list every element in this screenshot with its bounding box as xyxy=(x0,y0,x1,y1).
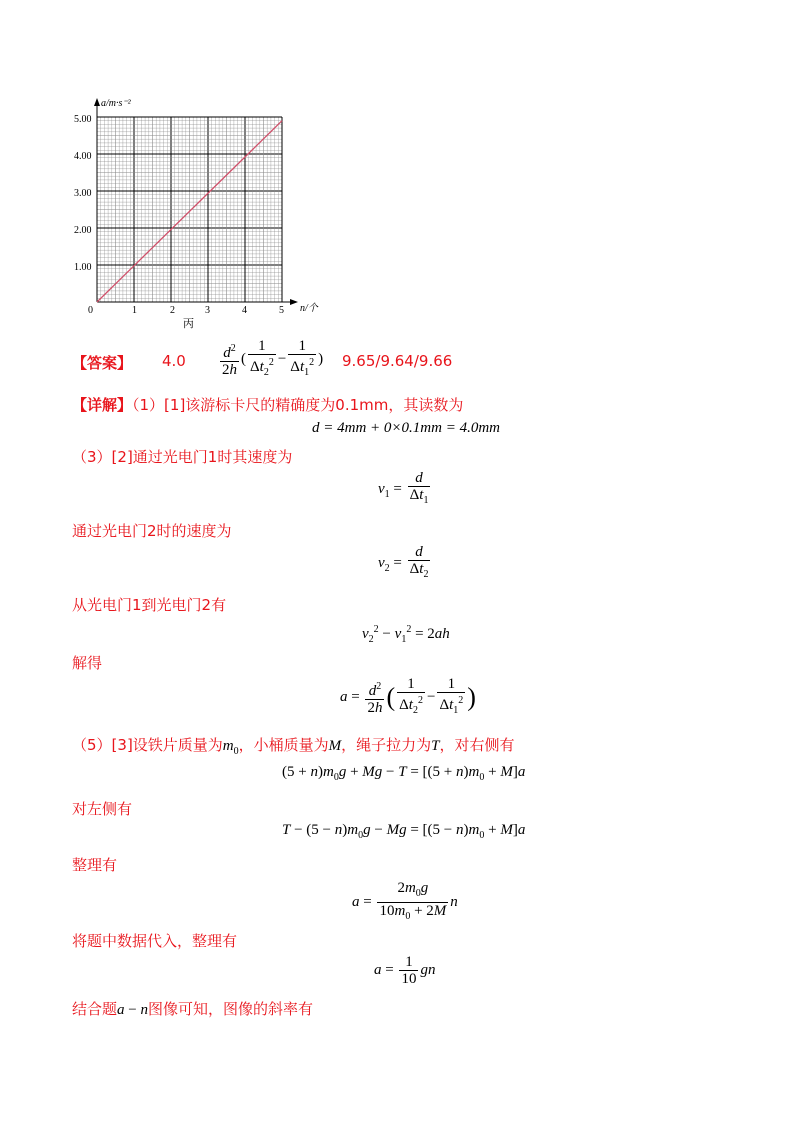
x-tick-label: 3 xyxy=(205,305,210,316)
a-n-symbol: a − n xyxy=(117,1002,148,1018)
T-symbol: T xyxy=(431,738,440,754)
equation-right-side: $(5 + n)m_0g + Mg - T = [(5 + n)m_0 + M]a$ xyxy=(282,764,526,783)
answer-3: 9.65/9.64/9.66 xyxy=(342,352,453,370)
x-tick-label: 4 xyxy=(242,305,247,316)
y-tick-label: 3.00 xyxy=(74,188,92,199)
equation-substituted: a = $\frac{1}{10}$ gn xyxy=(374,954,436,987)
equation-a: a = $\frac{d^2}{2h}$ ( $\frac{1}{\Delta t_2^2}$ − $\frac{1}{\Delta t_1^2}$ ) xyxy=(340,676,476,716)
equation-caliper: d = 4mm + 0×0.1mm = 4.0mm xyxy=(312,420,500,436)
text: 结合题 xyxy=(72,1000,118,1018)
detail-line-6 xyxy=(72,734,515,757)
x-tick-label: 1 xyxy=(132,305,137,316)
detail-line-10 xyxy=(72,998,313,1019)
detail-line-4: 从光电门1到光电门2有 xyxy=(72,596,227,614)
detail-text: （1）[1]该游标卡尺的精确度为0.1mm，其读数为 xyxy=(132,396,464,414)
y-tick-label: 5.00 xyxy=(74,114,92,125)
text: 图像可知，图像的斜率有 xyxy=(147,1000,313,1018)
detail-line-1 xyxy=(72,394,463,415)
y-axis-arrow xyxy=(94,98,100,106)
y-tick-label: 2.00 xyxy=(74,225,92,236)
equation-v2: $v_2$ = $\frac{d}{\Delta t_2}$ xyxy=(378,544,429,580)
equation-simplified: a = $\frac{2m_0g}{10m_0 + 2M}$ n xyxy=(352,880,458,922)
detail-label: 【详解】 xyxy=(72,396,133,414)
y-tick-label: 4.00 xyxy=(74,151,92,162)
y-axis-label: a/m·s⁻² xyxy=(101,98,131,109)
x-axis-arrow xyxy=(290,299,298,305)
detail-line-7: 对左侧有 xyxy=(72,800,133,818)
answer-label: 【答案】 xyxy=(72,354,133,372)
text: ，绳子拉力为 xyxy=(341,736,432,754)
detail-line-3: 通过光电门2时的速度为 xyxy=(72,522,232,540)
M-symbol: M xyxy=(328,738,342,754)
detail-line-2: （3）[2]通过光电门1时其速度为 xyxy=(72,448,293,466)
text: （5）[3]设铁片质量为 xyxy=(72,736,223,754)
x-tick-label: 5 xyxy=(279,305,284,316)
x-axis-label: n/个 xyxy=(300,303,318,314)
equation-v1: $v_1$ = $\frac{d}{\Delta t_1}$ xyxy=(378,470,429,506)
answer-1: 4.0 xyxy=(162,352,186,370)
detail-line-5: 解得 xyxy=(72,654,103,672)
x-tick-label: 2 xyxy=(170,305,175,316)
origin-label: 0 xyxy=(88,305,93,316)
equation-left-side: $T - (5 - n)m_0g - Mg = [(5 - n)m_0 + M]a$ xyxy=(282,822,526,841)
equation-kinematics: $v_2^2 - v_1^2 = 2ah$ xyxy=(362,624,450,645)
detail-line-9: 将题中数据代入，整理有 xyxy=(72,932,238,950)
m0-symbol: $m_0$ xyxy=(222,738,239,757)
detail-line-8: 整理有 xyxy=(72,856,118,874)
text: ，对右侧有 xyxy=(439,736,515,754)
y-tick-label: 1.00 xyxy=(74,262,92,273)
chart-caption: 丙 xyxy=(183,318,194,330)
answer-2-formula: $\frac{d^2}{2h}$ ( $\frac{1}{\Delta t_2^2}$ − $\frac{1}{\Delta t_1^2}$ ) xyxy=(222,338,324,378)
a-n-chart xyxy=(60,90,360,340)
text: ，小桶质量为 xyxy=(238,736,329,754)
